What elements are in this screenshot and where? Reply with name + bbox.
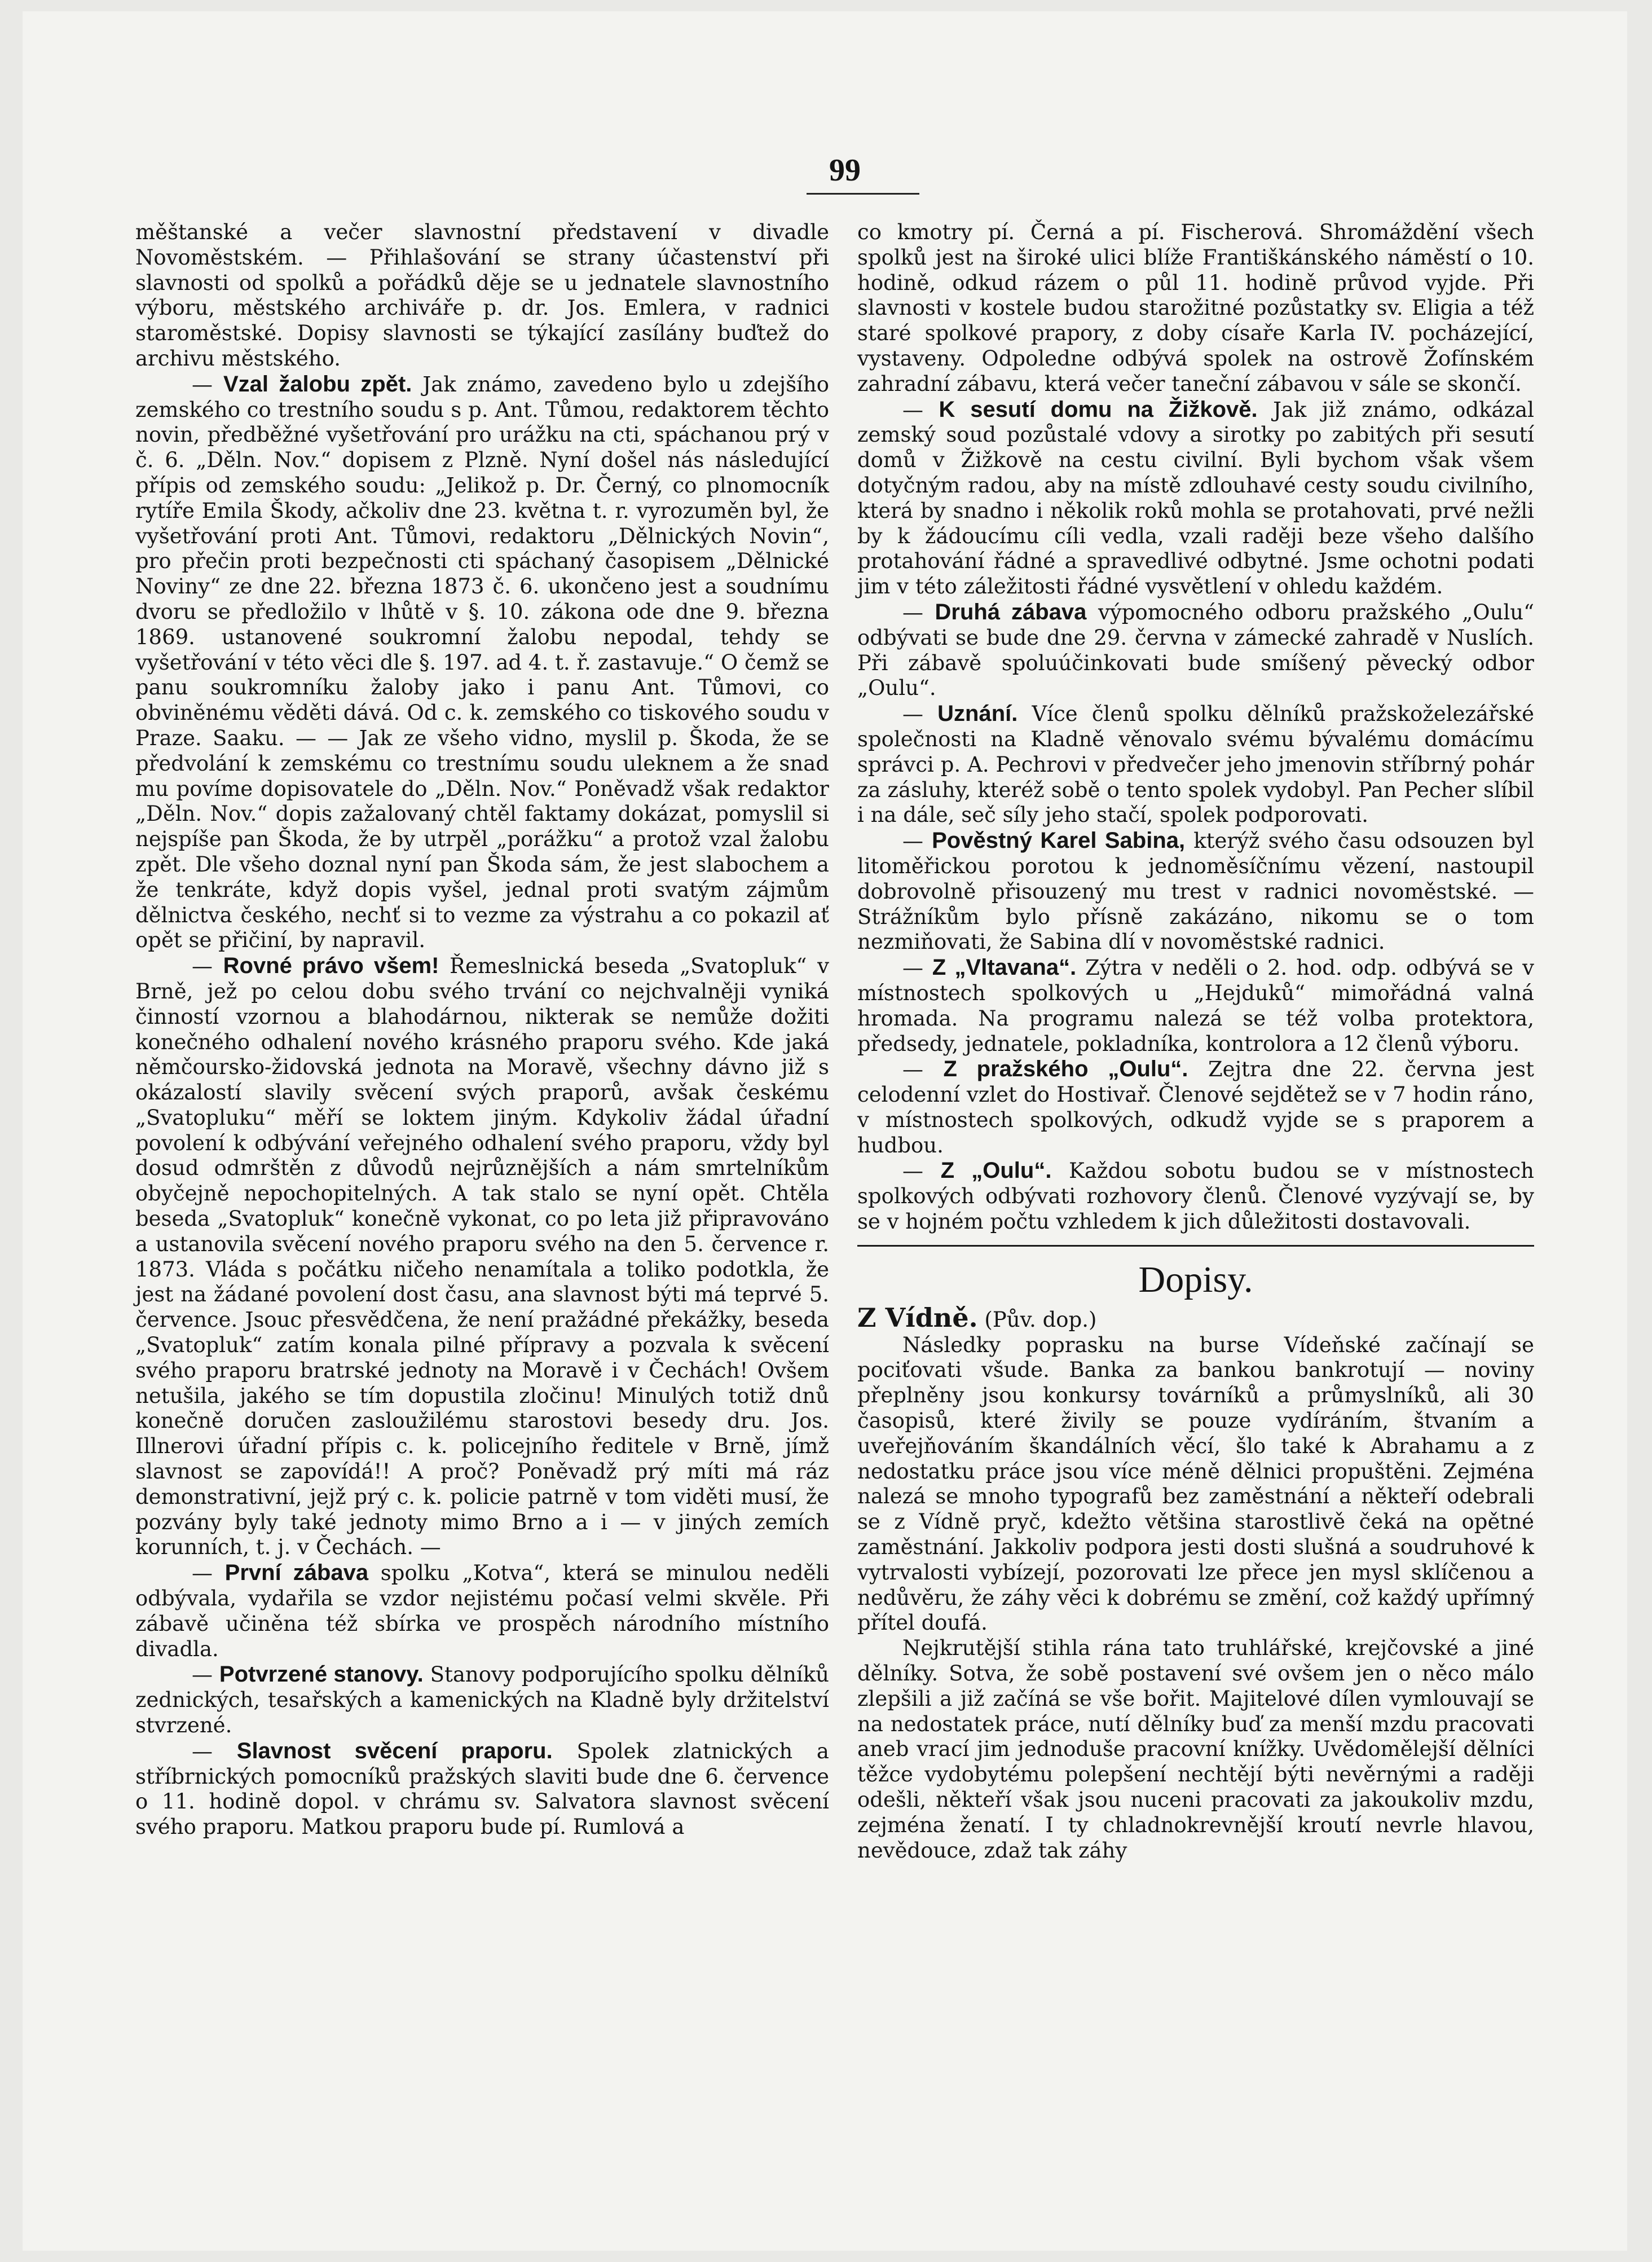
news-text: výpomocného odboru pražského „Oulu“ odbývati se bude dne 29. června v zámecké zahradě v Nuslích. Při zábavě spoluúčinkovati bude smíšený pěvecký odbor „Oulu“.	[857, 600, 1534, 701]
news-heading: Z pražského „Oulu“.	[943, 1057, 1188, 1082]
news-heading: Pověstný Karel Sabina,	[932, 828, 1186, 853]
news-item: — Potvrzené stanovy. Stanovy podporujícího spolku dělníků zednických, tesařských a kamenických na Kladně byly držitelství stvrzené.	[135, 1662, 829, 1738]
news-text: Každou sobotu budou se v místnostech spolkových odbývati rozhovory členů. Členové vyzývají se, by se v hojném počtu vzhledem k jich důležitosti dostavovali.	[857, 1159, 1534, 1234]
newspaper-page	[23, 11, 1627, 2251]
letter-paragraph	[857, 1636, 1534, 1863]
news-heading: Uznání.	[937, 701, 1018, 727]
letter-place: Z Vídně.	[857, 1302, 978, 1333]
news-text: Jak již známo, odkázal zemský soud pozůstalé vdovy a sirotky po zabitých při sesutí domů v Žižkově na cestu civilní. Byli bychom však všem dotyčným radou, aby na místě zdlouhavé cesty soudu civilního, která by snadno i několik roků mohla se protahovati, prvé nežli by k žádoucímu cíli vedla, vzali raději beze všeho dalšího protahování řádné a spravedlivé odbytné. Jsme ochotni podati jim v této záležitosti řádné vysvětlení v ohledu každém.	[857, 397, 1534, 599]
news-text: Řemeslnická beseda „Svatopluk“ v Brně, jež po celou dobu svého trvání co nejchvalněji vyniká činností vzornou a blahodárnou, nikterak se nemůže dožiti konečného odhalení nového krásného praporu svého. Kde jaká němčoursko-židovská jednota na Moravě, všechny dávno již s okázalostí slavily svěcení svých praporů, avšak českému „Svatopluku“ měří se loktem jiným. Kdykoliv žádal úřadní povolení k odbývání veřejného odhalení svého praporu, vždy byl dosud odmrštěn z důvodů nejrůznějších a nám smrtelníkům obyčejně nepochopitelných. A tak stalo se nyní opět. Chtěla beseda „Svatopluk“ konečně vykonat, co po leta již připravováno a ustanovila svěcení nového praporu svého na den 5. července r. 1873. Vláda s počátku ničeho nenamítala a toliko podotkla, že jest na žádané povolení dost času, ana slavnost býti má teprvé 5. července. Jsouc přesvědčena, že není pražádné překážky, beseda „Svatopluk“ zatím konala pilné přípravy a pozvala k svěcení svého praporu bratrské jednoty na Moravě i v Čechách! Ovšem netušila, jakého se tím dopustila zločinu! Minulých totiž dnů konečně doručen zasloužilému starostovi besedy dru. Jos. Illnerovi úřadní přípis c. k. policejního ředitele v Brně, jímž slavnost se zapovídá!! A proč? Poněvadž prý míti má ráz demonstrativní, jejž prý c. k. policie patrně v tom viděti musí, že pozvány byly také jednoty mimo Brno a i — v jiných zemích korunních, t. j. v Čechách. —	[135, 954, 829, 1560]
news-heading: Vzal žalobu zpět.	[223, 371, 412, 397]
news-heading: K sesutí domu na Žižkově.	[939, 397, 1258, 422]
letter-text: Nejkrutější stihla rána tato truhlářské, krejčovské a jiné dělníky. Sotva, že sobě postavení své ovšem jen o něco málo zlepšili a již začíná se vše bořit. Majitelové dílen vymlouvají se na nedostatek práce, nutí dělníky buď za menší mzdu pracovati aneb vrací jim jednoduše pracovní knížky. Uvědomělejší dělníci těžce vydobytému polepšení nechtějí býti nevěrnými a raději odešli, někteří však jsou nuceni pracovati za jakoukoliv mzdu, zejména ženatí. I ty chladnokrevnější kroutí nevrle hlavou, nevědouce, zdaž tak záhy	[857, 1636, 1534, 1863]
news-heading: Rovné právo všem!	[223, 953, 439, 979]
section-title: Dopisy.	[1138, 1258, 1253, 1300]
page-number-rule	[807, 193, 919, 195]
article-continuation	[857, 220, 1534, 397]
news-item: — Rovné právo všem! Řemeslnická beseda „Svatopluk“ v Brně, jež po celou dobu svého trvání co nejchvalněji vyniká činností vzornou a blahodárnou, nikterak se nemůže dožiti konečného odhalení nového krásného praporu svého. Kde jaká němčoursko-židovská jednota na Moravě, všechny dávno již s okázalostí slavily svěcení svých praporů, avšak českému „Svatopluku“ měří se loktem jiným. Kdykoliv žádal úřadní povolení k odbývání veřejného odhalení svého praporu, vždy byl dosud odmrštěn z důvodů nejrůznějších a nám smrtelníkům obyčejně nepochopitelných. A tak stalo se nyní opět. Chtěla beseda „Svatopluk“ konečně vykonat, co po leta již připravováno a ustanovila svěcení nového praporu svého na den 5. července r. 1873. Vláda s počátku ničeho nenamítala a toliko podotkla, že jest na žádané povolení dost času, ana slavnost býti má teprvé 5. července. Jsouc přesvědčena, že není pražádné překážky, beseda „Svatopluk“ zatím konala pilné přípravy a pozvala k svěcení svého praporu bratrské jednoty na Moravě i v Čechách! Ovšem netušila, jakého se tím dopustila zločinu! Minulých totiž dnů konečně doručen zasloužilému starostovi besedy dru. Jos. Illnerovi úřadní přípis c. k. policejního ředitele v Brně, jímž slavnost se zapovídá!! A proč? Poněvadž prý míti má ráz demonstrativní, jejž prý c. k. policie patrně v tom viděti musí, že pozvány byly také jednoty mimo Brno a i — v jiných zemích korunních, t. j. v Čechách. —	[135, 953, 829, 1560]
letter-note: (Pův. dop.)	[984, 1307, 1097, 1332]
letter-text: Následky poprasku na burse Vídeňské začínají se pociťovati všude. Banka za bankou bankrotují — noviny přeplněny jsou konkursy továrníků a průmyslníků, ali 30 časopisů, které živily se pouze vydíráním, štvaním a uveřejňováním škandálních věcí, šlo také k Abrahamu a z nedostatku práce jsou více méně dělnici propuštěni. Zejména nalezá se mnoho typografů bez zaměstnání a někteří odebrali se z Vídně pryč, kdežto většina starostlivě čeká na opětné zaměstnání. Jakkoliv podpora jesti dosti slušná a soudruhové k vytrvalosti vybízejí, pozorovati lze přece jen mysl sklíčenou a nedůvěru, že záhy věci k dobrému se změní, což každý upřímný přítel doufá.	[857, 1332, 1534, 1635]
letter-paragraph	[857, 1333, 1534, 1636]
news-item: — První zábava spolku „Kotva“, která se minulou neděli odbývala, vydařila se vzdor nejistému počasí velmi skvěle. Při zábavě učiněna též sbírka ve prospěch národního místního divadla.	[135, 1560, 829, 1661]
news-text: Více členů spolku dělníků pražskoželezářské společnosti na Kladně věnovalo svému bývalému domácímu správci p. A. Pechrovi v předvečer jeho jmenovin stříbrný pohár za zásluhy, kteréž sobě o tento spolek vydobyl. Pan Pecher slíbil i na dále, seč síly jeho stačí, spolek podporovati.	[857, 702, 1534, 828]
news-text: Zýtra v neděli o 2. hod. odp. odbývá se v místnostech spolkových u „Hejduků“ mimořádná valná hromada. Na programu nalezá se též volba protektora, předsedy, jednatele, pokladníka, kontrolora a 12 členů výboru.	[857, 956, 1534, 1056]
news-heading: Z „Vltavana“.	[932, 955, 1077, 980]
news-item: — Pověstný Karel Sabina, kterýž svého času odsouzen byl litoměřickou porotou k jednoměsíčnímu vězení, nastoupil dobrovolně přisouzený mu trest v radnici novoměstské. — Strážníkům bylo přísně zakázáno, nikomu se o tom nezmiňovati, že Sabina dlí v novoměstské radnici.	[857, 828, 1535, 954]
news-item: — Z „Oulu“. Každou sobotu budou se v místnostech spolkových odbývati rozhovory členů. Členové vyzývají se, by se v hojném počtu vzhledem k jich důležitosti dostavovali.	[857, 1158, 1534, 1234]
section-divider	[857, 1245, 1534, 1247]
page-number: 99	[829, 153, 861, 188]
news-text: Jak známo, zavedeno bylo u zdejšího zemského co trestního soudu s p. Ant. Tůmou, redaktorem těchto novin, předběžné vyšetřování pro urážku na cti, spáchanou prý v č. 6. „Děln. Nov.“ dopisem z Plzně. Nyní došel nás následující přípis od zemského soudu: „Jelikož p. Dr. Černý, co plnomocník rytíře Emila Škody, ačkoliv dne 23. května t. r. vyrozuměn byl, že vyšetřování proti Ant. Tůmovi, redaktoru „Dělnických Novin“, pro přečin proti bezpečnosti cti spáchaný časopisem „Dělnické Noviny“ ze dne 22. března 1873 č. 6. ukončeno jest a soudnímu dvoru se předložilo v lhůtě v §. 10. zákona ode dne 9. března 1869. ustanovené soukromní žalobu nepodal, tehdy se vyšetřování v této věci dle §. 197. ad 4. t. ř. zastavuje.“ O čemž se panu soukromníku žaloby jako i panu Ant. Tůmovi, co obviněnému věděti dává. Od c. k. zemského co tiskového soudu v Praze. Saaku. — — Jak ze všeho vidno, myslil p. Škoda, že se předvolání k zemskému co trestnímu soudu uleknem a že snad mu povíme dopisovatele do „Děln. Nov.“ Poněvadž však redaktor „Děln. Nov.“ dopis zažalovaný chtěl faktamy dokázat, pomyslil si nejspíše pan Škoda, že by utrpěl „porážku“ a protož vzal žalobu zpět. Dle všeho doznal nyní pan Škoda sám, že jest slabochem a že tenkráte, když dopis vyšel, jednal proti svatým zájmům dělnictva českého, nechť si to vezme za výstrahu a co pokazil ať opět se přičiní, by napravil.	[135, 372, 829, 953]
news-item: — Vzal žalobu zpět. Jak známo, zavedeno bylo u zdejšího zemského co trestního soudu s p. Ant. Tůmou, redaktorem těchto novin, předběžné vyšetřování pro urážku na cti, spáchanou prý v č. 6. „Děln. Nov.“ dopisem z Plzně. Nyní došel nás následující přípis od zemského soudu: „Jelikož p. Dr. Černý, co plnomocník rytíře Emila Škody, ačkoliv dne 23. května t. r. vyrozuměn byl, že vyšetřování proti Ant. Tůmovi, redaktoru „Dělnických Novin“, pro přečin proti bezpečnosti cti spáchaný časopisem „Dělnické Noviny“ ze dne 22. března 1873 č. 6. ukončeno jest a soudnímu dvoru se předložilo v lhůtě v §. 10. zákona ode dne 9. března 1869. ustanovené soukromní žalobu nepodal, tehdy se vyšetřování v této věci dle §. 197. ad 4. t. ř. zastavuje.“ O čemž se panu soukromníku žaloby jako i panu Ant. Tůmovi, co obviněnému věděti dává. Od c. k. zemského co tiskového soudu v Praze. Saaku. — — Jak ze všeho vidno, myslil p. Škoda, že se předvolání k zemskému co trestnímu soudu uleknem a že snad mu povíme dopisovatele do „Děln. Nov.“ Poněvadž však redaktor „Děln. Nov.“ dopis zažalovaný chtěl faktamy dokázat, pomyslil si nejspíše pan Škoda, že by utrpěl „porážku“ a protož vzal žalobu zpět. Dle všeho doznal nyní pan Škoda sám, že jest slabochem a že tenkráte, když dopis vyšel, jednal proti svatým zájmům dělnictva českého, nechť si to vezme za výstrahu a co pokazil ať opět se přičiní, by napravil.	[135, 371, 829, 953]
letter-byline	[857, 1302, 1534, 1333]
news-item: — Slavnost svěcení praporu. Spolek zlatnických a stříbrnických pomocníků pražských slaviti bude dne 6. července o 11. hodině dopol. v chrámu sv. Salvatora slavnost svěcení svého praporu. Matkou praporu bude pí. Rumlová a	[135, 1738, 829, 1839]
news-text: Stanovy podporujícího spolku dělníků zednických, tesařských a kamenických na Kladně byly držitelství stvrzené.	[135, 1662, 829, 1738]
right-column	[857, 220, 1534, 1863]
news-item: — K sesutí domu na Žižkově. Jak již známo, odkázal zemský soud pozůstalé vdovy a sirotky po zabitých při sesutí domů v Žižkově na cestu civilní. Byli bychom však všem dotyčným radou, aby na místě zdlouhavé cesty soudu civilního, která by snadno i několik roků mohla se protahovati, prvé nežli by k žádoucímu cíli vedla, vzali raději beze všeho dalšího protahování řádné a spravedlivé odbytné. Jsme ochotni podati jim v této záležitosti řádné vysvětlení v ohledu každém.	[857, 397, 1534, 599]
news-text: spolku „Kotva“, která se minulou neděli odbývala, vydařila se vzdor nejistému počasí velmi skvěle. Při zábavě učiněna též sbírka ve prospěch národního místního divadla.	[135, 1561, 829, 1661]
news-item: — Z pražského „Oulu“. Zejtra dne 22. června jest celodenní vzlet do Hostivař. Členové sejdětež se v 7 hodin ráno, v místnostech spolkových, odkudž vyjde se s praporem a hudbou.	[857, 1057, 1535, 1158]
news-heading: Druhá zábava	[935, 599, 1087, 624]
news-heading: Slavnost svěcení praporu.	[236, 1738, 553, 1763]
article-text: co kmotry pí. Černá a pí. Fischerová. Shromáždění všech spolků jest na široké ulici blíže Františkánského náměstí o 10. hodině, odkud rázem o půl 11. hodině průvod vyjde. Při slavnosti v kostele budou starožitné pozůstatky sv. Eligia a též staré spolkové prapory, z doby císaře Karla IV. pocházející, vystaveny. Odpoledne odbývá spolek na ostrově Žofínském zahradní zábavu, která večer taneční zábavou v sále se skončí.	[857, 220, 1534, 396]
news-heading: První zábava	[224, 1560, 369, 1586]
news-text: kterýž svého času odsouzen byl litoměřickou porotou k jednoměsíčnímu vězení, nastoupil dobrovolně přisouzený mu trest v radnici novoměstské. — Strážníkům bylo přísně zakázáno, nikomu se o tom nezmiňovati, že Sabina dlí v novoměstské radnici.	[857, 829, 1535, 954]
news-text: Spolek zlatnických a stříbrnických pomocníků pražských slaviti bude dne 6. července o 11. hodině dopol. v chrámu sv. Salvatora slavnost svěcení svého praporu. Matkou praporu bude pí. Rumlová a	[135, 1739, 829, 1839]
news-item: — Druhá zábava výpomocného odboru pražského „Oulu“ odbývati se bude dne 29. června v zámecké zahradě v Nuslích. Při zábavě spoluúčinkovati bude smíšený pěvecký odbor „Oulu“.	[857, 599, 1534, 701]
news-heading: Potvrzené stanovy.	[219, 1662, 424, 1687]
news-item: — Uznání. Více členů spolku dělníků pražskoželezářské společnosti na Kladně věnovalo svému bývalému domácímu správci p. A. Pechrovi v předvečer jeho jmenovin stříbrný pohár za zásluhy, kteréž sobě o tento spolek vydobyl. Pan Pecher slíbil i na dále, seč síly jeho stačí, spolek podporovati.	[857, 701, 1534, 828]
news-heading: Z „Oulu“.	[940, 1158, 1052, 1183]
news-text: Zejtra dne 22. června jest celodenní vzlet do Hostivař. Členové sejdětež se v 7 hodin ráno, v místnostech spolkových, odkudž vyjde se s praporem a hudbou.	[857, 1057, 1535, 1158]
news-item: — Z „Vltavana“. Zýtra v neděli o 2. hod. odp. odbývá se v místnostech spolkových u „Hejduků“ mimořádná valná hromada. Na programu nalezá se též volba protektora, předsedy, jednatele, pokladníka, kontrolora a 12 členů výboru.	[857, 955, 1534, 1056]
article-text: měštanské a večer slavnostní představení v divadle Novoměstském. — Přihlašování se strany účastenství při slavnosti od spolků a pořádků děje se u jednatele slavnostního výboru, městského archiváře p. dr. Jos. Emlera, v radnici staroměstské. Dopisy slavnosti se týkající zasílány buďtež do archivu městského.	[135, 220, 829, 371]
article-continuation	[135, 220, 829, 372]
left-column	[135, 220, 829, 1840]
